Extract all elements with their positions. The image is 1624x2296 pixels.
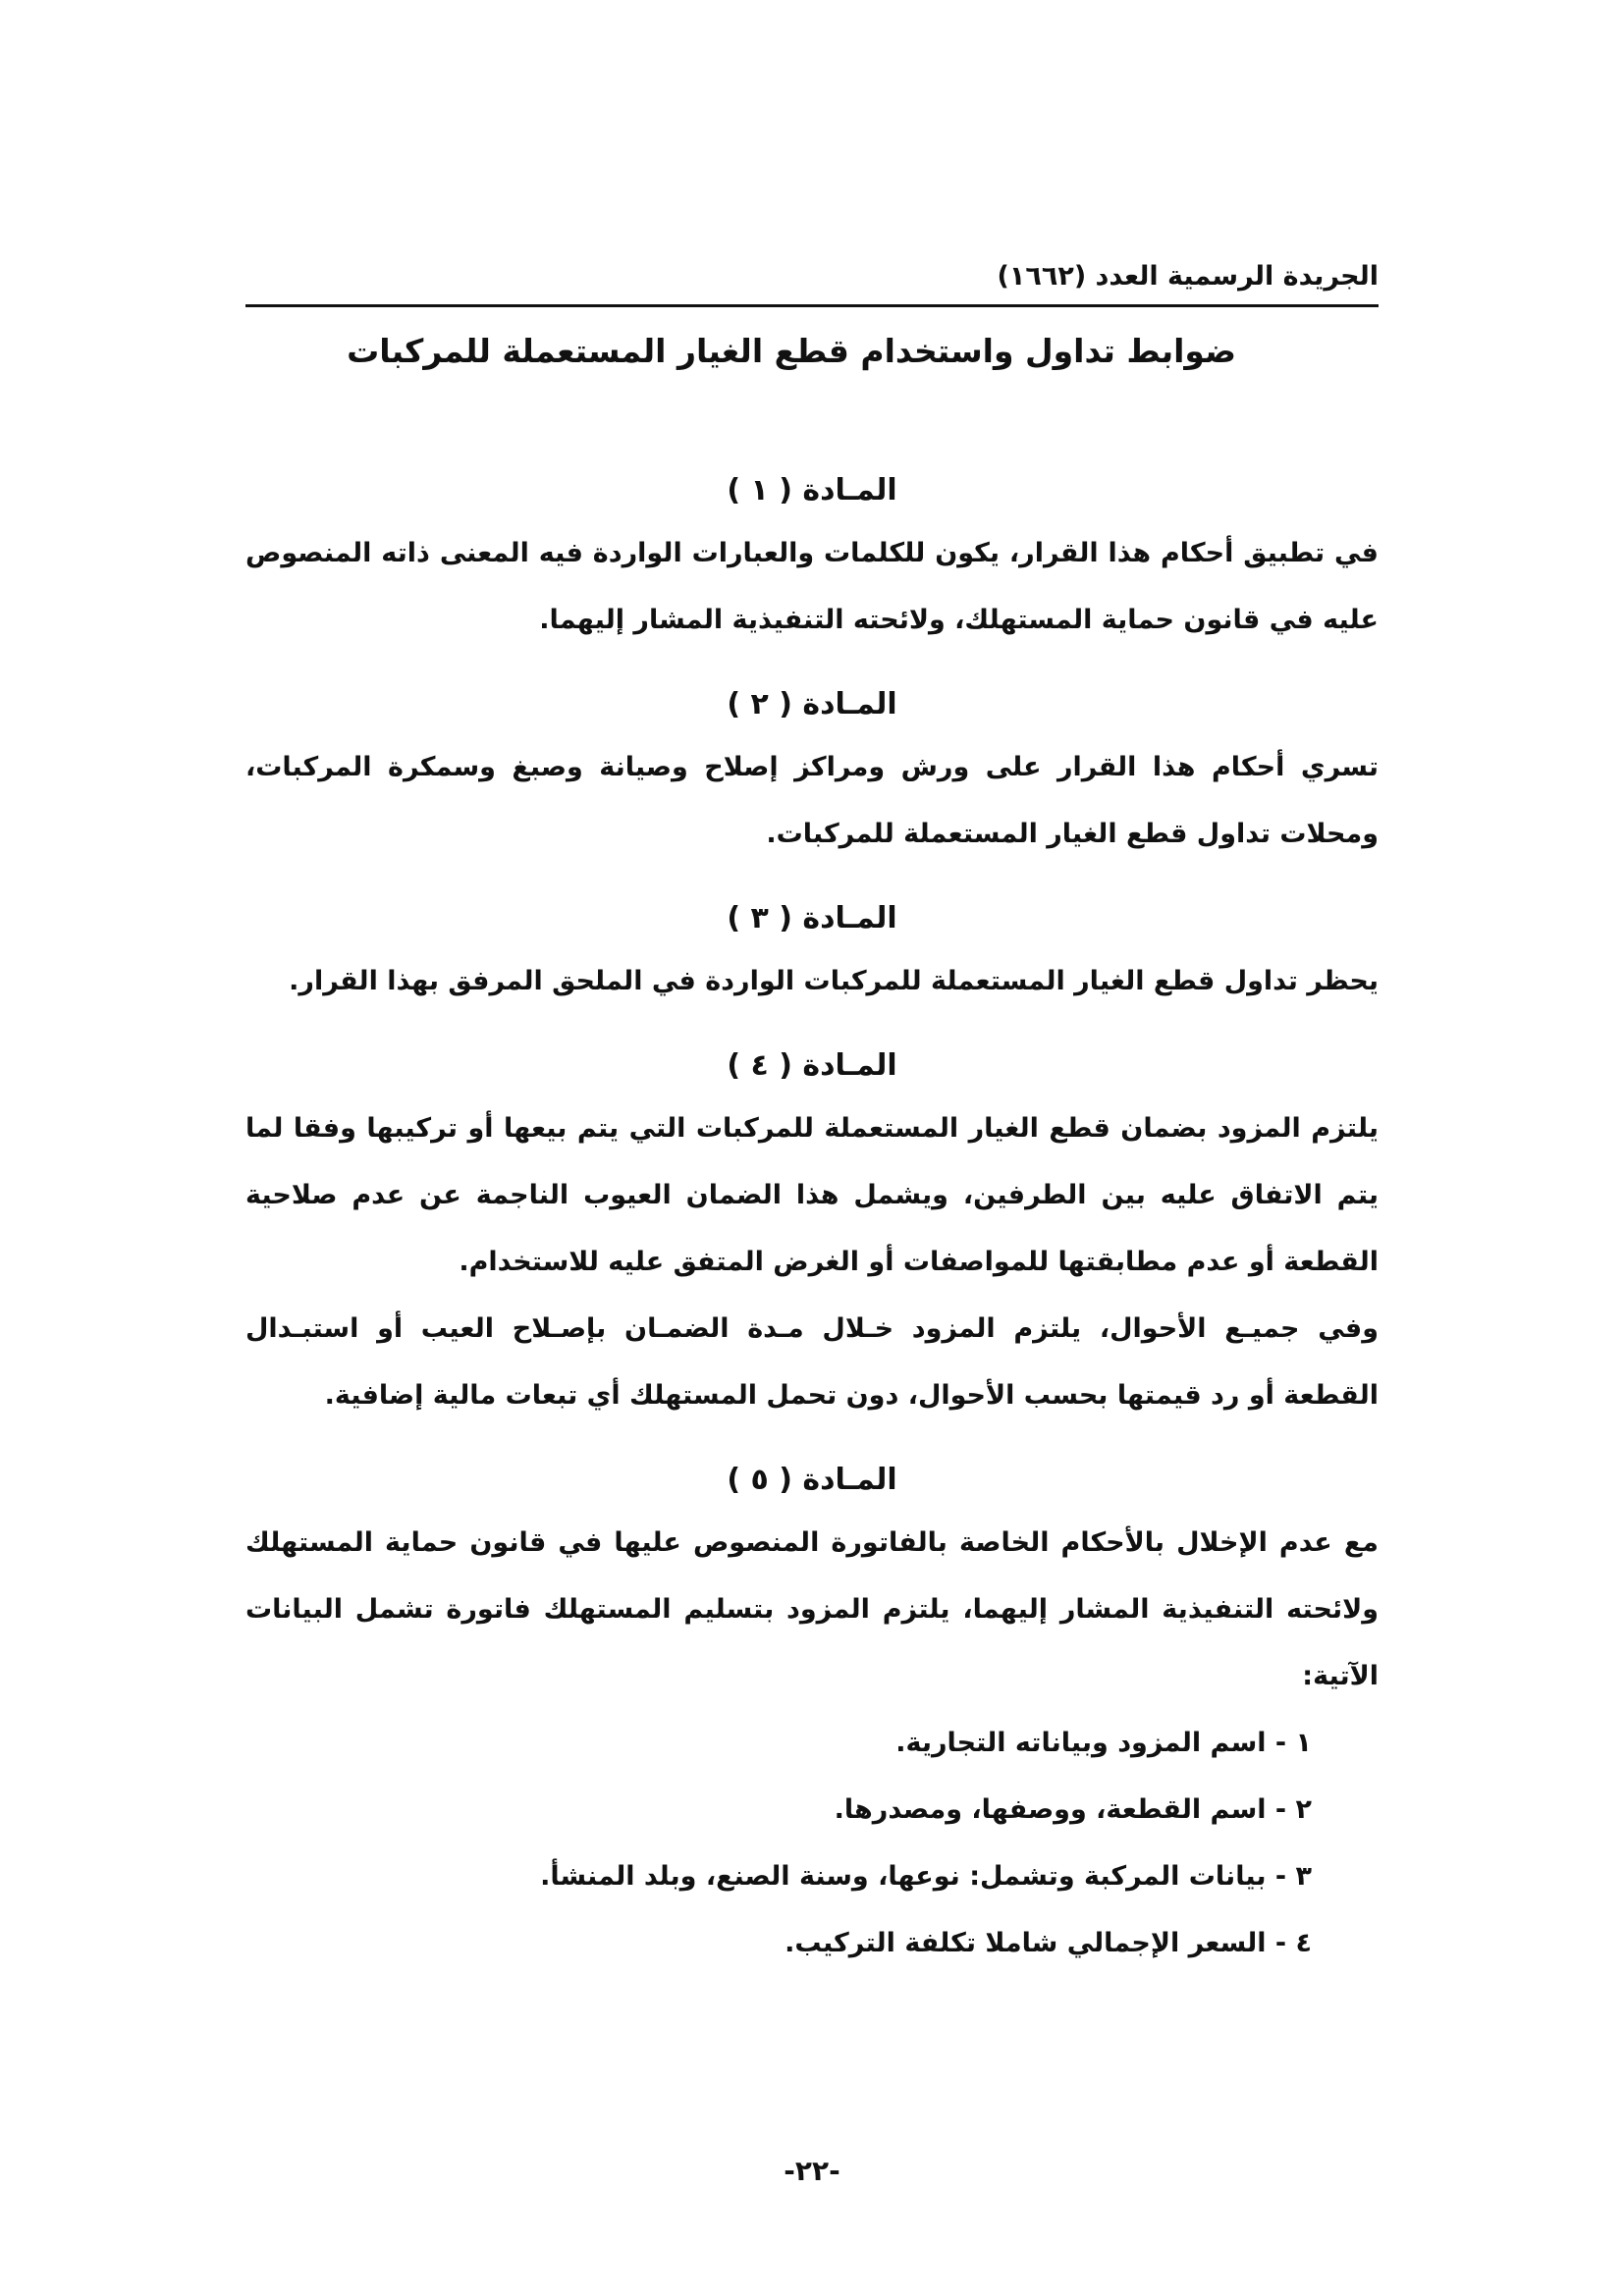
gazette-issue-label: الجريدة الرسمية العدد (١٦٦٢) — [997, 261, 1379, 292]
article-paragraph: يحظر تداول قطع الغيار المستعملة للمركبات الواردة في الملحق المرفق بهذا القرار. — [289, 966, 1379, 996]
article-5 — [245, 1451, 1379, 1977]
list-item: ٤ - السعر الإجمالي شاملا تكلفة التركيب. — [785, 1928, 1312, 1958]
article-heading: المـادة ( ٥ ) — [727, 1463, 897, 1497]
article-paragraph: وفي جميـع الأحوال، يلتزم المزود خـلال مـدة الضمـان بإصـلاح العيب أو استبـدال القطعة أو رد قيمتها بحسب الأحوال، دون تحمل المستهلك أي تبعات مالية إضافية. — [245, 1313, 1379, 1411]
article-heading: المـادة ( ٢ ) — [727, 687, 897, 721]
invoice-items-list — [245, 1710, 1379, 1977]
list-item: ٢ - اسم القطعة، ووصفها، ومصدرها. — [834, 1794, 1312, 1825]
article-paragraph: في تطبيق أحكام هذا القرار، يكون للكلمات والعبارات الواردة فيه المعنى ذاته المنصوص عليه في قانون حماية المستهلك، ولائحته التنفيذية المشار إليهما. — [245, 538, 1379, 635]
article-2 — [245, 675, 1379, 868]
list-item: ٣ - بيانات المركبة وتشمل: نوعها، وسنة الصنع، وبلد المنشأ. — [540, 1861, 1312, 1892]
document-title: ضوابط تداول واستخدام قطع الغيار المستعملة للمركبات — [347, 332, 1236, 370]
article-paragraph: يلتزم المزود بضمان قطع الغيار المستعملة للمركبات التي يتم بيعها أو تركيبها وفقا لما يتم الاتفاق عليه بين الطرفين، ويشمل هذا الضمان العيوب الناجمة عن عدم صلاحية القطعة أو عدم مطابقتها للمواصفات أو الغرض المتفق عليه للاستخدام. — [245, 1113, 1379, 1277]
page-header — [245, 257, 1379, 307]
article-paragraph: تسري أحكام هذا القرار على ورش ومراكز إصلاح وصيانة وصبغ وسمكرة المركبات، ومحلات تداول قطع الغيار المستعملة للمركبات. — [245, 752, 1379, 849]
article-heading: المـادة ( ٤ ) — [727, 1048, 897, 1083]
article-3 — [245, 889, 1379, 1015]
page-number: -٢٢- — [784, 2155, 840, 2187]
document-body — [245, 461, 1379, 1977]
article-4 — [245, 1037, 1379, 1429]
article-paragraph: مع عدم الإخلال بالأحكام الخاصة بالفاتورة المنصوص عليها في قانون حماية المستهلك ولائحته التنفيذية المشار إليهما، يلتزم المزود بتسليم المستهلك فاتورة تشمل البيانات الآتية: — [245, 1527, 1379, 1691]
article-1 — [245, 461, 1379, 654]
article-heading: المـادة ( ١ ) — [727, 473, 897, 507]
list-item: ١ - اسم المزود وبياناته التجارية. — [895, 1728, 1312, 1758]
article-heading: المـادة ( ٣ ) — [727, 901, 897, 935]
